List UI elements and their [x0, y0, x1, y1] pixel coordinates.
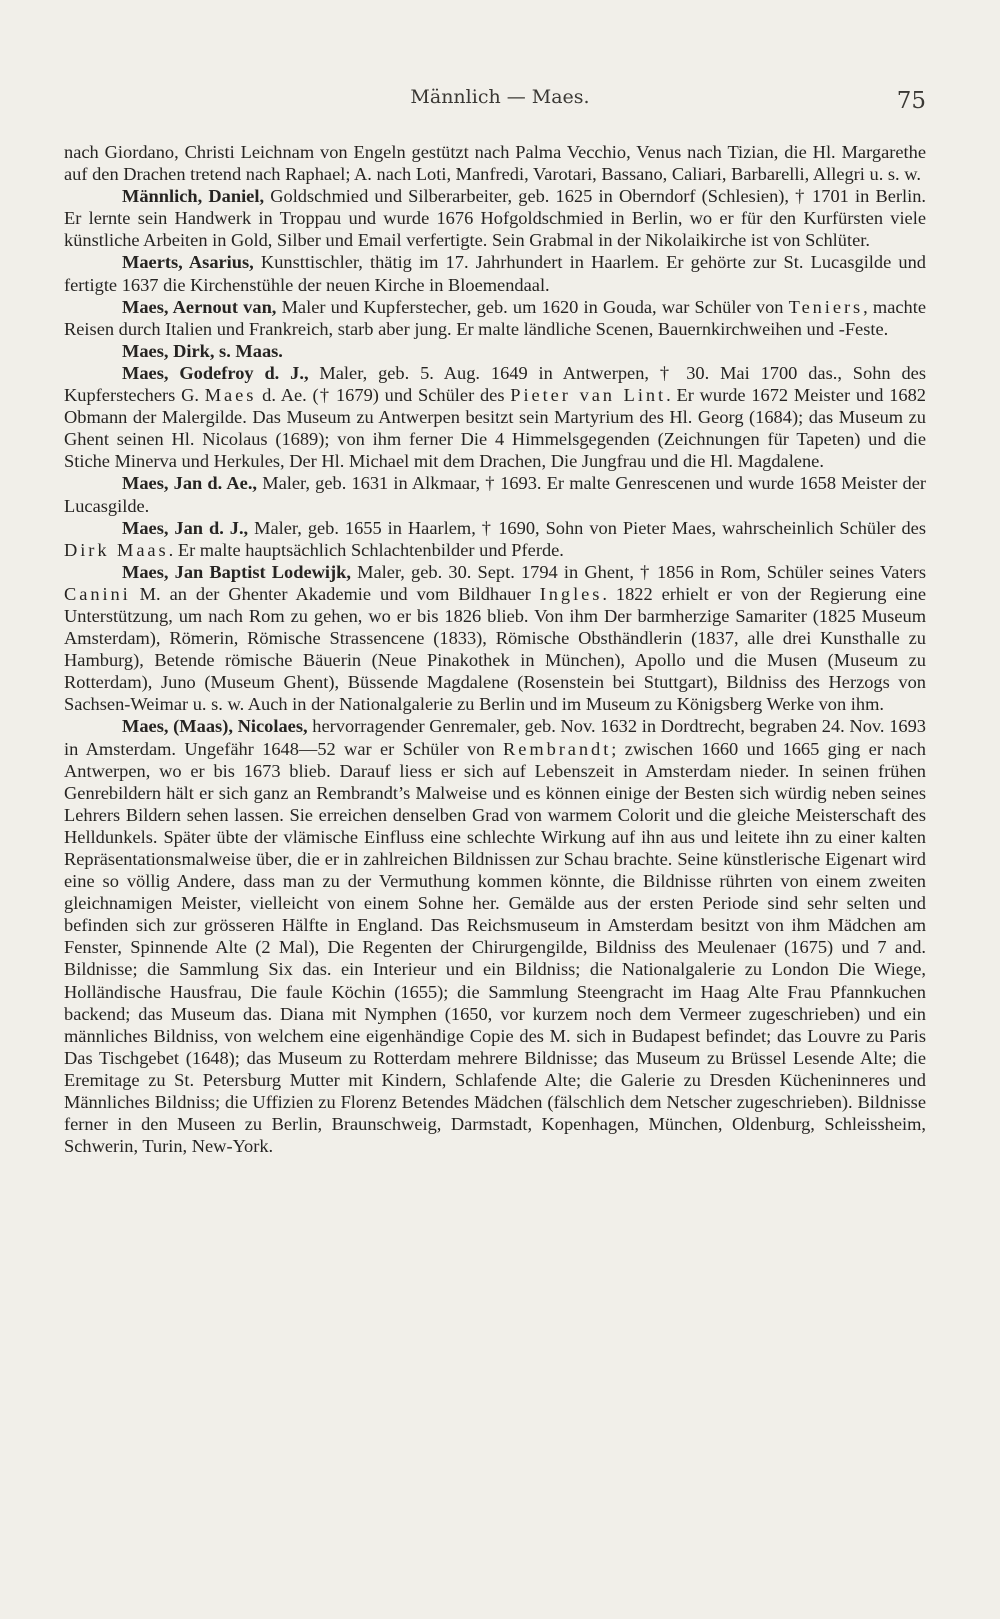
spaced-name: Pieter van Lint	[510, 385, 667, 406]
spaced-name: Rembrandt	[503, 738, 612, 759]
entry-text: d. Ae. († 1679) und Schüler des	[256, 385, 511, 406]
entry-maennlich-daniel	[64, 185, 926, 251]
entry-text: Maler, geb. 30. Sept. 1794 in Ghent, † 1856 in Rom, Schüler seines Vaters	[350, 561, 926, 582]
entry-heading: Männlich, Daniel,	[122, 186, 265, 207]
running-head: Männlich — Maes.	[410, 86, 590, 108]
continuation-paragraph: nach Giordano, Christi Leichnam von Engeln gestützt nach Palma Vecchio, Venus nach Tizian, die Hl. Margarethe auf den Drachen tretend nach Raphael; A. nach Loti, Manfredi, Varotari, Bassano, Caliari, Barbarelli, Allegri u. s. w.	[64, 142, 926, 185]
entry-text: Maler und Kupferstecher, geb. um 1620 in Gouda, war Schüler von	[276, 296, 789, 317]
entry-maes-nicolaes	[64, 715, 926, 1157]
entry-text: Goldschmied und Silberarbeiter, geb. 1625 in Oberndorf (Schlesien), † 1701 in Berlin. Er lernte sein Handwerk in Troppau und wurde 1676 Hofgoldschmied in Berlin, wo er für den Kurfürsten viele künstliche Arbeiten in Gold, Silber und Email verfertigte. Sein Grabmal in der Nikolaikirche ist von Schlüter.	[64, 186, 927, 251]
entry-text: Maler, geb. 1631 in Alkmaar, † 1693. Er malte Genrescenen und wurde 1658 Meister der Lucasgilde.	[64, 473, 927, 516]
entry-text: . Er malte hauptsächlich Schlachtenbilder und Pferde.	[168, 539, 564, 560]
page-number: 75	[896, 88, 926, 114]
entry-text: . 1822 erhielt er von der Regierung eine Unterstützung, um nach Rom zu gehen, wo er bis 1826 blieb. Von ihm Der barmherzige Samariter (1825 Museum Amsterdam), Römerin, Römische Strassencene (1833), Römische Obsthändlerin (1837, alle drei Kunsthalle zu Hamburg), Betende römische Bäuerin (Neue Pinakothek in München), Apollo und die Musen (Museum zu Rotterdam), Juno (Museum Ghent), Büssende Magdalene (Rosenstein bei Stuttgart), Bildniss des Herzogs von Sachsen-Weimar u. s. w. Auch in der Nationalgalerie zu Berlin und im Museum zu Königsberg Werke von ihm.	[64, 583, 926, 715]
entry-text: Kunsttischler, thätig im 17. Jahrhundert in Haarlem. Er gehörte zur St. Lucasgilde und fertigte 1637 die Kirchenstühle der neuen Kirche in Bloemendaal.	[64, 252, 927, 295]
spaced-name: Canini	[64, 583, 131, 604]
spaced-name: Ingles	[539, 583, 603, 604]
entry-heading: Maes, Jan d. J.,	[122, 517, 249, 538]
page-header	[0, 80, 1000, 120]
spaced-name: Maes	[204, 385, 257, 406]
entry-maes-jan-j	[64, 517, 926, 561]
entry-text: M. an der Ghenter Akademie und vom Bildhauer	[130, 583, 540, 604]
dictionary-text	[64, 141, 926, 1157]
entry-text: hervorragender Genremaler, geb. Nov. 1632 in Dordtrecht, begraben 24. Nov. 1693 in Amsterdam. Ungefähr 1648—52 war er Schüler von	[64, 716, 927, 759]
entry-text: . Er wurde 1672 Meister und 1682 Obmann der Malergilde. Das Museum zu Antwerpen besitzt sein Martyrium des Hl. Georg (1684); das Museum zu Ghent seinen Hl. Nicolaus (1689); von ihm ferner Die 4 Himmelsgegenden (Zeichnungen für Tapeten) und die Stiche Minerva und Herkules, Der Hl. Michael mit dem Drachen, Die Jungfrau und die Hl. Magdalene.	[64, 385, 926, 472]
entry-heading: Maes, (Maas), Nicolaes,	[122, 716, 308, 737]
entry-heading: Maes, Jan d. Ae.,	[122, 473, 258, 494]
entry-maes-aernout	[64, 296, 926, 340]
entry-text: Maler, geb. 1655 in Haarlem, † 1690, Sohn von Pieter Maes, wahrscheinlich Schüler des	[248, 517, 926, 538]
entry-maes-jan-baptist	[64, 561, 926, 716]
entry-heading: Maes, Dirk, s. Maas.	[122, 340, 283, 361]
spaced-name: Teniers	[788, 296, 864, 317]
entry-text: , machte Reisen durch Italien und Frankreich, starb aber jung. Er malte ländliche Scenen, Bauernkirchweihen und -Feste.	[64, 296, 927, 339]
entry-maerts-asarius	[64, 251, 926, 295]
entry-text: ; zwischen 1660 und 1665 ging er nach Antwerpen, wo er bis 1673 blieb. Darauf liess er sich auf Lebenszeit in Amsterdam nieder. In seinen frühen Genrebildern hält er sich ganz an Rembrandt’s Malweise und es können einige der Besten sich würdig neben seines Lehrers Bildern sehen lassen. Sie erreichen denselben Grad von warmem Colorit und die gleiche Meisterschaft des Helldunkels. Später übte der vlämische Einfluss eine schlechte Wirkung auf ihn aus und leitete ihn zu einer kalten Repräsentationsmalweise über, die er in zahlreichen Bildnissen zur Schau brachte. Seine künstlerische Eigenart wird eine so völlig Andere, dass man zu der Vermuthung kommen könnte, die Bildnisse rührten von einem zweiten gleichnamigen Meister, vielleicht von einem Sohne her. Gemälde aus der ersten Periode sind sehr selten und befinden sich zur grösseren Hälfte in England. Das Reichsmuseum in Amsterdam besitzt von ihm Mädchen am Fenster, Spinnende Alte (2 Mal), Die Regenten der Chirurgengilde, Bildniss des Meulenaer (1675) und 7 and. Bildnisse; die Sammlung Six das. ein Interieur und ein Bildniss; die Nationalgalerie zu London Die Wiege, Holländische Hausfrau, Die faule Köchin (1655); die Sammlung Steengracht im Haag Alte Frau Pfannkuchen backend; das Museum das. Diana mit Nymphen (1650, vor kurzem noch dem Vermeer zugeschrieben) und ein männliches Bildniss, von welchem eine eigenhändige Copie des M. sich in Budapest befindet; das Louvre zu Paris Das Tischgebet (1648); das Museum zu Rotterdam mehrere Bildnisse; das Museum zu Brüssel Lesende Alte; die Eremitage zu St. Petersburg Mutter mit Kindern, Schlafende Alte; die Galerie zu Dresden Kücheninneres und Männliches Bildniss; die Uffizien zu Florenz Betendes Mädchen (fälschlich dem Netscher zugeschrieben). Bildnisse ferner in den Museen zu Berlin, Braunschweig, Darmstadt, Kopenhagen, München, Oldenburg, Schleissheim, Schwerin, Turin, New-York.	[64, 738, 927, 1157]
spaced-name: Dirk Maas	[64, 539, 169, 560]
entry-maes-jan-ae	[64, 472, 926, 516]
entry-heading: Maes, Godefroy d. J.,	[122, 362, 309, 383]
entry-maes-godefroy	[64, 362, 926, 472]
entry-heading: Maerts, Asarius,	[122, 252, 254, 273]
entry-heading: Maes, Aernout van,	[122, 296, 277, 317]
entry-text: Maler, geb. 5. Aug. 1649 in Antwerpen, † 30. Mai 1700 das., Sohn des Kupferstechers G.	[64, 362, 927, 406]
entry-maes-dirk	[64, 340, 926, 362]
entry-heading: Maes, Jan Baptist Lodewijk,	[122, 561, 351, 582]
